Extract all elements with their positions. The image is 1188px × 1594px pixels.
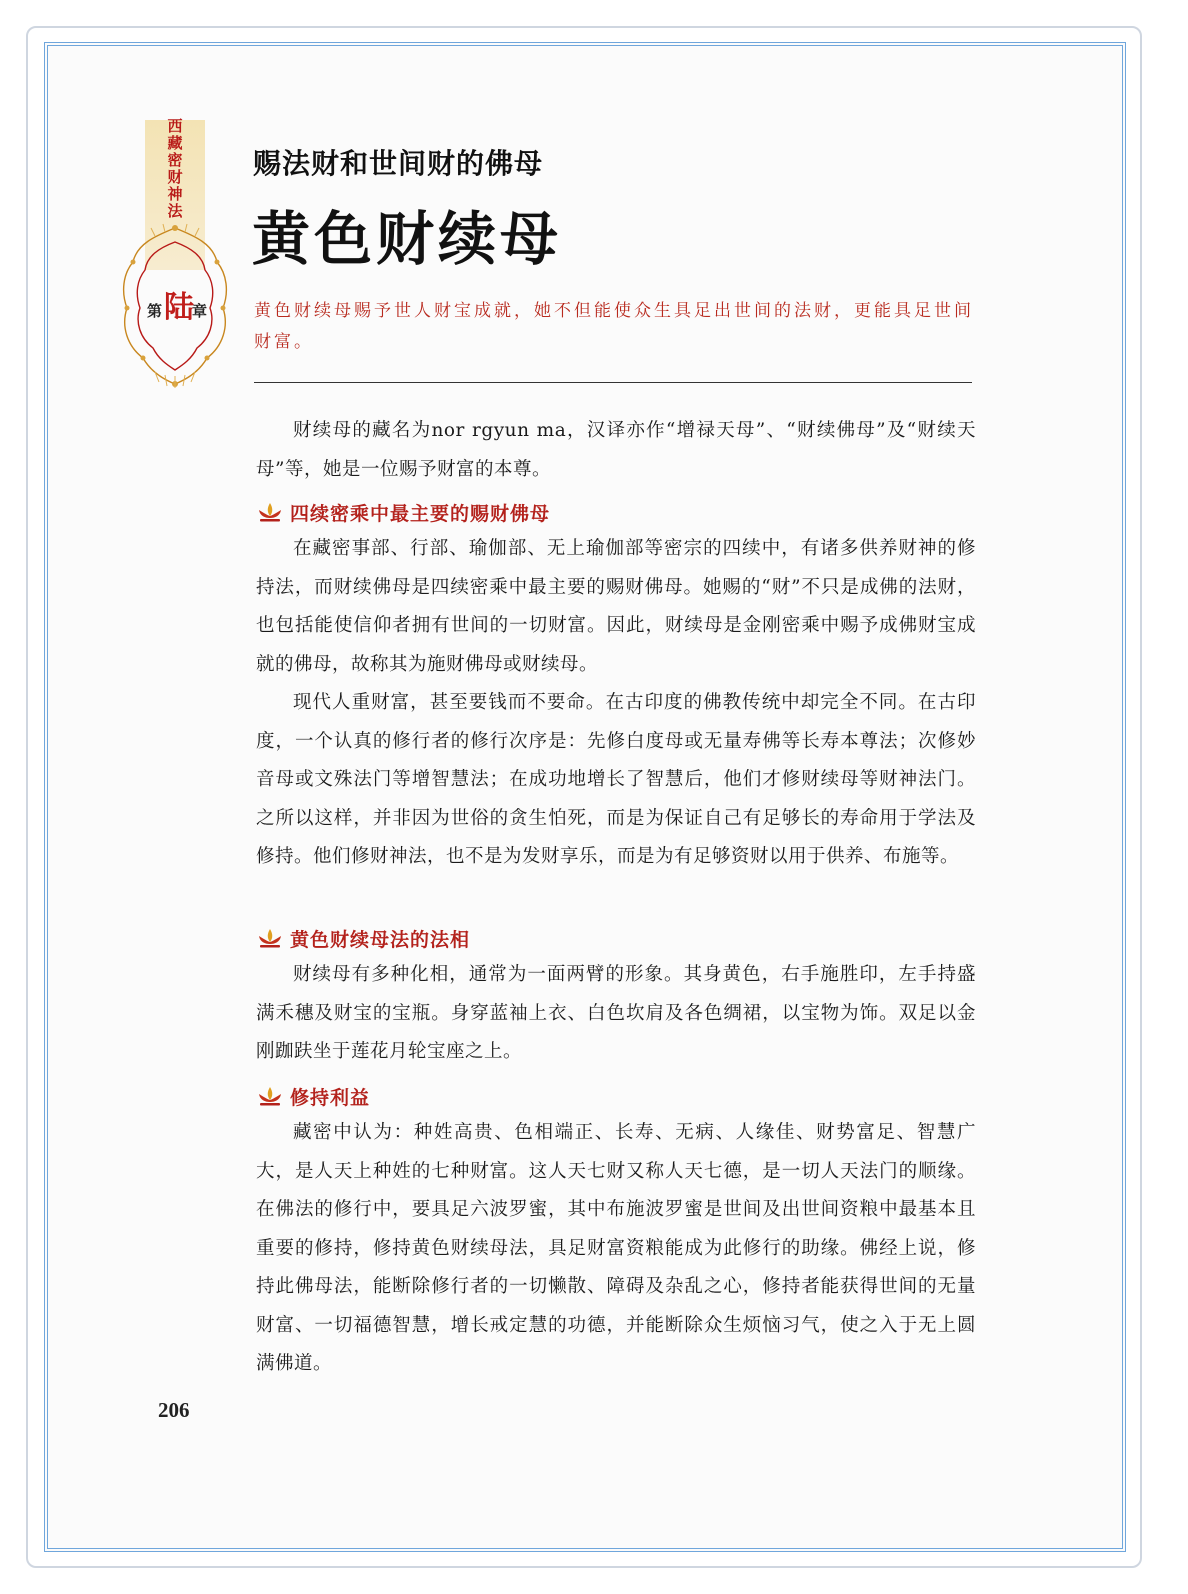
section-heading-text: 黄色财续母法的法相 [290,928,471,951]
lotus-icon [256,501,284,523]
page-title: 黄色财续母 [252,205,563,273]
side-tab-book-title: 西藏密财神法 [167,117,183,220]
chapter-suffix: 章 [192,302,208,320]
section-heading-2 [256,923,470,953]
lotus-icon [256,927,284,949]
body-paragraph-2: 在藏密事部、行部、瑜伽部、无上瑜伽部等密宗的四续中，有诸多供养财神的修持法，而财续佛母是四续密乘中最主要的赐财佛母。她赐的“财”不只是成佛的法财，也包括能使信仰者拥有世间的一切财富。因此，财续母是金刚密乘中赐予成佛财宝成就的佛母，故称其为施财佛母或财续母。 [256,538,976,675]
section-heading-text: 四续密乘中最主要的赐财佛母 [290,502,551,525]
body-paragraph-4: 财续母有多种化相，通常为一面两臂的形象。其身黄色，右手施胜印，左手持盛满禾穗及财宝的宝瓶。身穿蓝袖上衣、白色坎肩及各色绸裙，以宝物为饰。双足以金刚跏趺坐于莲花月轮宝座之上。 [256,964,976,1062]
page-number: 206 [158,1398,190,1422]
lotus-icon [256,1085,284,1107]
section-heading-text: 修持利益 [290,1086,371,1109]
title-divider [254,382,972,383]
body-paragraph-1: 财续母的藏名为nor rgyun ma，汉译亦作“增禄天母”、“财续佛母”及“财续天母”等，她是一位赐予财富的本尊。 [256,420,976,480]
intro-summary: 黄色财续母赐予世人财宝成就，她不但能使众生具足出世间的法财，更能具足世间财富。 [254,301,974,352]
section-heading-3 [256,1081,370,1111]
section-heading-1 [256,497,550,527]
body-paragraph-3: 现代人重财富，甚至要钱而不要命。在古印度的佛教传统中却完全不同。在古印度，一个认真的修行者的修行次序是：先修白度母或无量寿佛等长寿本尊法；次修妙音母或文殊法门等增智慧法；在成功地增长了智慧后，他们才修财续母等财神法门。之所以这样，并非因为世俗的贪生怕死，而是为保证自己有足够长的寿命用于学法及修持。他们修财神法，也不是为发财享乐，而是为有足够资财以用于供养、布施等。 [256,692,976,867]
chapter-prefix: 第 [147,302,163,320]
chapter-number: 陆 [164,290,194,325]
page-subtitle: 赐法财和世间财的佛母 [253,147,544,180]
body-paragraph-5: 藏密中认为：种姓高贵、色相端正、长寿、无病、人缘佳、财势富足、智慧广大，是人天上种姓的七种财富。这人天七财又称人天七德，是一切人天法门的顺缘。在佛法的修行中，要具足六波罗蜜，其中布施波罗蜜是世间及出世间资粮中最基本且重要的修持，修持黄色财续母法，具足财富资粮能成为此修行的助缘。佛经上说，修持此佛母法，能断除修行者的一切懒散、障碍及杂乱之心，修持者能获得世间的无量财富、一切福德智慧，增长戒定慧的功德，并能断除众生烦恼习气，使之入于无上圆满佛道。 [256,1122,976,1374]
